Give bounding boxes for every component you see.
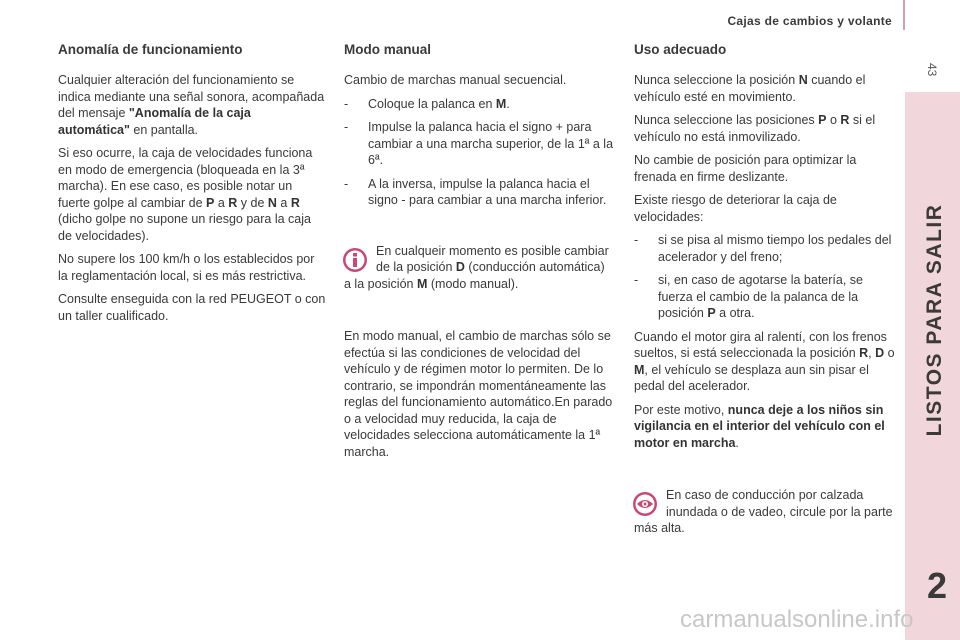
use-paragraph-4: Existe riesgo de deteriorar la caja de velocidades: (634, 193, 837, 224)
malfunction-paragraph-3: No supere los 100 km/h o los establecidos por la reglamentación local, si es más restrictiva. (58, 252, 315, 283)
use-paragraph-6: Por este motivo, nunca deje a los niños sin vigilancia en el interior del vehículo con el motor en marcha. (634, 402, 885, 450)
use-paragraph-1: Nunca seleccione la posición N cuando el vehículo esté en movimiento. (634, 73, 866, 104)
manual-paragraph: En modo manual, el cambio de marchas sólo se efectúa si las condiciones de velocidad del vehículo y de régimen motor lo permiten. De lo contrario, se impondrán momentáneamente las reglas del funcionamiento automático.En parado o a velocidad muy reducida, la caja de velocidades selecciona automáticamente la 1ª marcha. (344, 329, 613, 459)
list-item: - Impulse la palanca hacia el signo + para cambiar a una marcha superior, de la 1ª a la 6ª. (344, 120, 614, 167)
section-title-manual-mode: Modo manual (344, 42, 431, 57)
list-item: - si se pisa al mismo tiempo los pedales del acelerador y del freno; (634, 233, 892, 264)
malfunction-paragraph-2: Si eso ocurre, la caja de velocidades funciona en modo de emergencia (bloqueada en la 3ª marcha). En ese caso, es posible notar un fuerte golpe al cambiar de P a R y de N a R (dicho golpe no supone un riesgo para la caja de velocidades). (58, 146, 313, 243)
list-item: - si, en caso de agotarse la batería, se fuerza el cambio de la palanca de la posición P a otra. (634, 273, 863, 320)
column-manual-mode (344, 42, 614, 467)
header-divider (903, 0, 905, 30)
watermark: carmanualsonline.info (680, 606, 914, 633)
malfunction-paragraph-4: Consulte enseguida con la red PEUGEOT o con un taller cualificado. (58, 292, 326, 323)
use-paragraph-2: Nunca seleccione las posiciones P o R si el vehículo no está inmovilizado. (634, 113, 876, 144)
list-item: - Coloque la palanca en M. (344, 96, 510, 111)
page-number: 43 (925, 63, 939, 77)
side-tab-number: 2 (926, 565, 948, 606)
column-proper-use (634, 42, 896, 537)
column-malfunction (58, 42, 326, 331)
manual-intro: Cambio de marchas manual secuencial. (344, 73, 567, 87)
warning-note: En caso de conducción por calzada inundada o de vadeo, circule por la parte más alta. (634, 488, 893, 535)
malfunction-paragraph-1: Cualquier alteración del funcionamiento se indica mediante una señal sonora, acompañada del mensaje "Anomalía de la caja automática" en pantalla. (58, 73, 325, 137)
list-item: - A la inversa, impulse la palanca hacia el signo - para cambiar a una marcha inferior. (344, 176, 607, 207)
section-title-proper-use: Uso adecuado (634, 42, 727, 57)
use-paragraph-3: No cambie de posición para optimizar la frenada en firme deslizante. (634, 153, 857, 184)
header-title: Cajas de cambios y volante (727, 14, 892, 28)
info-note: En cualqueir momento es posible cambiar de la posición D (conducción automática) a la posición M (modo manual). (344, 243, 609, 291)
eye-icon (632, 491, 658, 517)
info-icon (342, 247, 368, 273)
section-title-malfunction: Anomalía de funcionamiento (58, 42, 243, 57)
side-tab-label: LISTOS PARA SALIR (923, 203, 946, 437)
use-paragraph-5: Cuando el motor gira al ralentí, con los frenos sueltos, si está seleccionada la posición R, D o M, el vehículo se desplaza aun sin pisar el pedal del acelerador. (634, 329, 895, 393)
